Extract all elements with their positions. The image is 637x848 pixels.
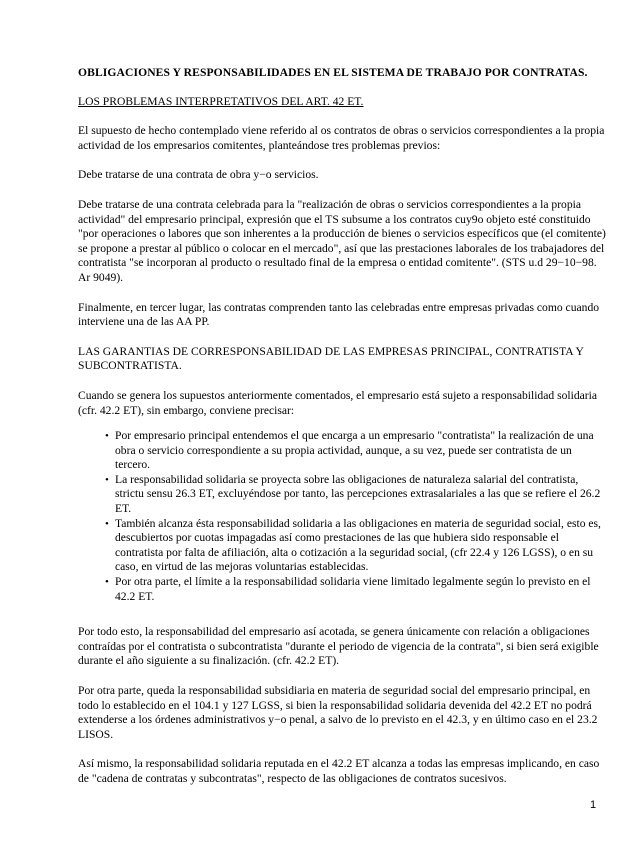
page-number: 1	[590, 799, 597, 811]
paragraph-responsabilidad-solidaria: Cuando se genera los supuestos anteriormente comentados, el empresario está sujeto a responsabilidad solidaria (cfr. 42.2 ET), sin embargo, conviene precisar:	[78, 388, 597, 417]
bullet-icon: •	[105, 430, 109, 443]
paragraph-subsidiaria: Por otra parte, queda la responsabilidad subsidiaria en materia de seguridad social del empresario principal, en todo lo establecido en el 104.1 y 127 LGSS, si bien la responsabilidad solidaria devenida del 42.2 ET no podrá extenderse a los órdenes administrativos y−o penal, a salvo de lo previsto en el 42.3, y en último caso en el 23.2 LISOS.	[78, 684, 598, 741]
bullet-icon: •	[105, 517, 109, 530]
list-item	[105, 575, 608, 604]
list-item-text: Por empresario principal entendemos el que encarga a un empresario "contratista" la realización de una obra o servicio correspondiente a su propia actividad, aunque, a su vez, puede ser contratista de un tercero.	[115, 429, 594, 472]
document-body	[78, 66, 608, 802]
bullet-icon: •	[105, 473, 109, 486]
paragraph-supuesto: El supuesto de hecho contemplado viene referido al os contratos de obras o servicios correspondientes a la propia actividad de los empresarios comitentes, planteándose tres problemas previos:	[78, 124, 605, 152]
paragraph-propia-actividad: Debe tratarse de una contrata celebrada para la "realización de obras o servicios correspondientes a la propia actividad" del empresario principal, expresión que el TS subsume a los contratos cuy9o objeto esté constituido "por operaciones o labores que son inherentes a la producción de bienes o servicios específicos que (el comitente) se propone a prestar al público o colocar en el mercado", así que las prestaciones laborales de los trabajadores del contratista "se incorporan al producto o resultado final de la empresa o entidad comitente". (STS u.d 29−10−98. Ar 9049).	[78, 197, 606, 284]
list-item-text: La responsabilidad solidaria se proyecta sobre las obligaciones de naturaleza salarial del contratista, strictu sensu 26.3 ET, excluyéndose por tanto, las percepciones extrasalariales a las que se refiere el 26.2 ET.	[115, 472, 601, 516]
section-heading-problemas: LOS PROBLEMAS INTERPRETATIVOS DEL ART. 42 ET.	[78, 94, 364, 108]
list-item-text: Por otra parte, el límite a la responsabilidad solidaria viene limitado legalmente según lo previsto en el 42.2 ET.	[115, 575, 591, 603]
list-item	[105, 517, 608, 575]
list-item-text: También alcanza ésta responsabilidad solidaria a las obligaciones en materia de seguridad social, esto es, descubiertos por cuotas impagadas así como prestaciones de las que hubiera sido responsable el contratista por falta de afiliación, alta o cotización a la seguridad social, (cfr 22.4 y 126 LGSS), o en su caso, en virtud de las mejoras voluntarias establecidas.	[115, 516, 601, 574]
document-title: OBLIGACIONES Y RESPONSABILIDADES EN EL SISTEMA DE TRABAJO POR CONTRATAS.	[78, 66, 588, 79]
bullet-icon: •	[105, 576, 109, 589]
bullet-list	[78, 429, 608, 604]
list-item	[105, 473, 608, 517]
paragraph-asi-mismo: Así mismo, la responsabilidad solidaria reputada en el 42.2 ET alcanza a todas las empresas implicando, en caso de "cadena de contratas y subcontratas", respecto de las obligaciones de contratos sucesivos.	[78, 757, 600, 785]
list-item	[105, 429, 608, 473]
paragraph-contrata-obra: Debe tratarse de una contrata de obra y−o servicios.	[78, 168, 319, 182]
paragraph-por-todo-esto: Por todo esto, la responsabilidad del empresario así acotada, se genera únicamente con relación a obligaciones contraídas por el contratista o subcontratista "durante el periodo de vigencia de la contrata", si bien será exigible durante el año siguiente a su finalización. (cfr. 42.2 ET).	[78, 625, 599, 668]
paragraph-tercer-lugar: Finalmente, en tercer lugar, las contratas comprenden tanto las celebradas entre empresas privadas como cuando interviene una de las AA PP.	[78, 300, 600, 329]
section-heading-garantias: LAS GARANTIAS DE CORRESPONSABILIDAD DE LAS EMPRESAS PRINCIPAL, CONTRATISTA Y SUBCONTRATISTA.	[78, 344, 584, 373]
